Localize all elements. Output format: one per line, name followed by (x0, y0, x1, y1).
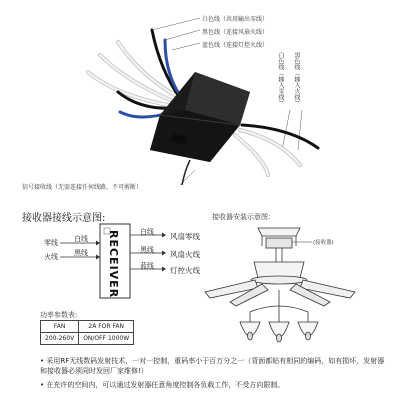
table-cell: 200-260V (41, 333, 79, 345)
output-wire-blue: 蓝线 (140, 262, 154, 270)
output-wire-black: 黑线 (140, 246, 154, 254)
antenna-wire (182, 160, 190, 185)
label-white-input: 白色线（输入零线） (277, 52, 284, 106)
callout-black-fan: 黑色线（连接风扇火线） (202, 29, 269, 36)
output-fan-neutral: 风扇零线 (170, 232, 200, 241)
input-neutral-label: 零线 (44, 239, 58, 247)
callout-blue-light: 蓝色线（连接灯控火线） (202, 42, 269, 49)
install-receiver-label: (接收器) (313, 240, 334, 246)
receiver-input-white: 白线 (74, 235, 88, 243)
callout-white-output: 白色线（共用输出零线） (202, 16, 269, 23)
table-cell: FAN (41, 321, 79, 333)
params-table (40, 320, 134, 345)
receiver-body (150, 72, 250, 162)
table-cell: 2A FOR FAN (79, 321, 134, 333)
signal-wire-label: 信号接收线（无需连接任何线路，不可剪断） (22, 184, 143, 191)
install-diagram-title: 接收器安装示意图： (212, 213, 275, 221)
input-live-label: 火线 (44, 253, 58, 261)
wiring-diagram-title: 接收器接线示意图: (22, 213, 106, 224)
table-row (41, 321, 134, 333)
output-wire-white: 白线 (140, 228, 154, 236)
note-angle-control: • 在充许的空间内，可以通过发射器任意角度控制各负载工作，不受方向限制。 (40, 381, 285, 389)
input-wires (235, 125, 318, 175)
label-black-input: 黑色线（输入火线） (293, 52, 300, 106)
table-cell: ON/OFF 1000W (79, 333, 134, 345)
receiver-input-black: 黑线 (74, 249, 88, 257)
receiver-rect-label: RECEIVER (107, 230, 120, 299)
note-rf-tech: • 采用RF无线数码发射技术，一对一控制，重码率小于百万分之一（背面都贴有相同的编码，如有损坏，发射器和接收器必须同时发回厂家维修!） (40, 357, 385, 375)
params-title: 功率参数表: (40, 311, 78, 319)
output-fan-live: 风扇火线 (170, 250, 200, 259)
table-row (41, 333, 134, 345)
output-light-live: 灯控火线 (170, 266, 200, 275)
